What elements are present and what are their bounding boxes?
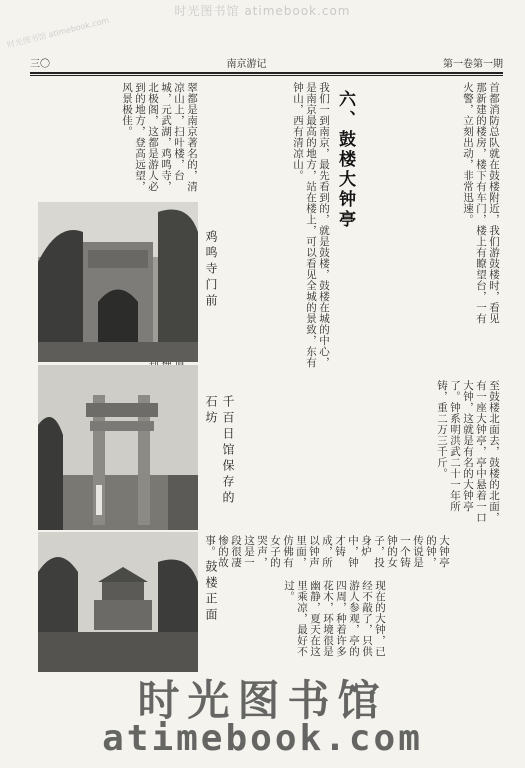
watermark-large-url: atimebook.com: [102, 718, 423, 759]
caption-photo-tower: 鼓楼正面: [204, 560, 218, 624]
watermark-large-cn: 时光图书馆: [137, 676, 388, 725]
photo-gate: [38, 202, 198, 362]
text-column-3: 至鼓楼北面去，鼓楼的北面，有一座大钟亭，亭中悬着一口大钟，这就是有名的大钟亭了。钟系明洪武二十一年所铸，重二万三千斤。: [436, 380, 500, 523]
caption-photo-archway: 千百日馆保存的石坊: [204, 395, 235, 507]
text-column-1: 翠都是南京著名的，清凉山上，扫叶楼，台城，元武湖，鸡鸣寺，北极阁，这都是游人必到的地方，登高远望，风景极佳。: [121, 82, 198, 192]
text-column-4: 我们一到南京，最先看到的，就是鼓楼，鼓楼在城的中心，是南京最高的地方，站在楼上，可以看见全城的景致，东有钟山，西有清凉山。: [292, 82, 330, 368]
page-number: 三〇: [30, 59, 50, 70]
issue-label: 第一卷第一期: [443, 59, 503, 70]
header-rule: [30, 72, 503, 74]
caption-photo-gate: 鸡鸣寺门前: [204, 230, 218, 310]
photo-drum-tower: [38, 532, 198, 672]
section-title: 六、鼓楼大钟亭: [335, 90, 355, 230]
page-header: [30, 50, 503, 70]
text-column-6: 大钟亭的钟，传说是一个铸钟的女子，投身炉中，钟才铸成，所以钟声里面，仿佛有女子的哭声，这是一段很凄惨的故事。: [204, 535, 450, 568]
text-column-2: 首都消防总队就在鼓楼附近，我们游鼓楼时，看见那新建的楼房，楼下有车门，楼上有瞭望台，一有火警，立刻出动，非常迅速。: [462, 82, 500, 324]
photo-stone-archway: [38, 365, 198, 530]
header-rule-thin: [30, 75, 503, 76]
watermark-corner: 时光图书馆 atimebook.com: [6, 15, 110, 50]
journal-title: 南京游记: [226, 59, 267, 70]
watermark-top: 时光图书馆 atimebook.com: [174, 4, 351, 18]
text-column-7: 现在的大钟，已经不敲了，只供游人参观，亭的四周，种着许多花木，环境很是幽静，夏天在这里乘凉，最好不过。: [283, 580, 386, 657]
